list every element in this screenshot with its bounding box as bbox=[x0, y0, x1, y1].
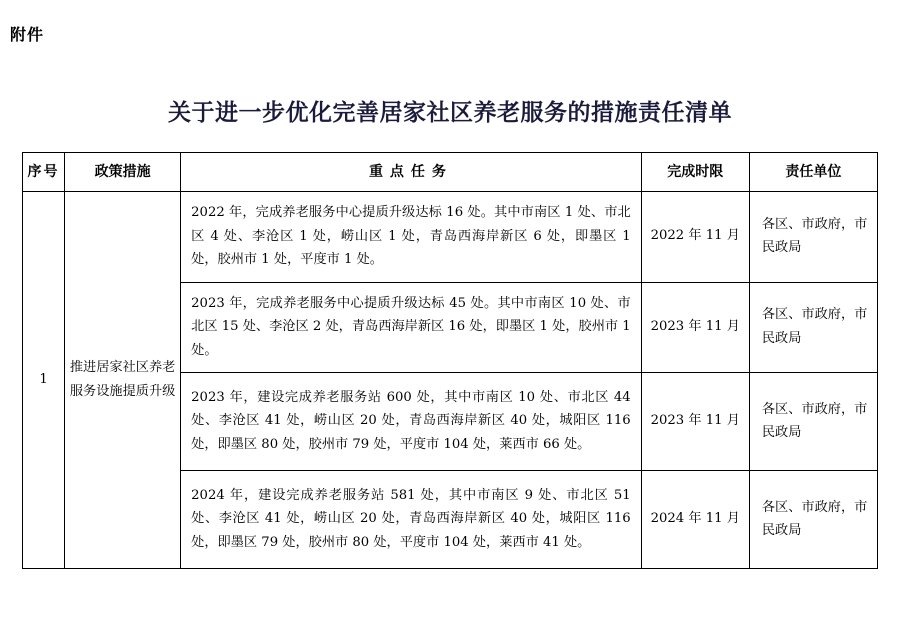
row-task bbox=[181, 373, 642, 471]
page-title: 关于进一步优化完善居家社区养老服务的措施责任清单 bbox=[168, 99, 732, 126]
column-header-seq: 序号 bbox=[23, 153, 65, 192]
column-header-task: 重点任务 bbox=[181, 153, 642, 192]
row-task bbox=[181, 282, 642, 373]
row-task-text: 2022 年，完成养老服务中心提质升级达标 16 处。其中市南区 1 处、市北区 4 处、李沧区 1 处，崂山区 1 处，青岛西海岸新区 6 处，即墨区 1 处，胶州市 1 处，平度市 1 处。 bbox=[191, 205, 631, 267]
table-header-row bbox=[23, 153, 878, 192]
column-header-deadline: 完成时限 bbox=[641, 153, 749, 192]
row-policy-measure: 推进居家社区养老服务设施提质升级 bbox=[65, 192, 181, 569]
row-responsible-unit-text: 各区、市政府，市民政局 bbox=[761, 216, 868, 256]
row-responsible-unit bbox=[749, 282, 877, 373]
row-task bbox=[181, 471, 642, 569]
row-responsible-unit-text: 各区、市政府，市民政局 bbox=[761, 499, 868, 538]
row-responsible-unit bbox=[749, 192, 877, 283]
row-task-text: 2024 年，建设完成养老服务站 581 处，其中市南区 9 处、市北区 51 处、李沧区 41 处，崂山区 20 处，青岛西海岸新区 40 处，城阳区 116 处，即墨区 79 处，胶州市 80 处，平度市 104 处，莱西市 41 处。 bbox=[191, 487, 631, 550]
row-sequence-number: 1 bbox=[23, 192, 65, 569]
row-deadline: 2024 年 11 月 bbox=[641, 471, 749, 569]
row-responsible-unit-text: 各区、市政府，市民政局 bbox=[761, 307, 868, 346]
column-header-policy: 政策措施 bbox=[65, 153, 181, 192]
row-responsible-unit bbox=[749, 373, 877, 471]
row-deadline: 2022 年 11 月 bbox=[641, 192, 749, 283]
row-task bbox=[181, 192, 642, 283]
responsibility-table-wrapper bbox=[22, 152, 878, 569]
table-row bbox=[23, 192, 878, 283]
column-header-unit: 责任单位 bbox=[749, 153, 877, 192]
row-deadline: 2023 年 11 月 bbox=[641, 373, 749, 471]
row-task-text: 2023 年，完成养老服务中心提质升级达标 45 处。其中市南区 10 处、市北区 15 处、李沧区 2 处，青岛西海岸新区 16 处，即墨区 1 处，胶州市 1 处。 bbox=[191, 295, 631, 358]
row-task-text: 2023 年，建设完成养老服务站 600 处，其中市南区 10 处、市北区 44 处、李沧区 41 处，崂山区 20 处，青岛西海岸新区 40 处，城阳区 116 处，即墨区 80 处，胶州市 79 处，平度市 104 处，莱西市 66 处。 bbox=[191, 389, 631, 452]
row-responsible-unit bbox=[749, 471, 877, 569]
row-deadline: 2023 年 11 月 bbox=[641, 282, 749, 373]
row-responsible-unit-text: 各区、市政府，市民政局 bbox=[761, 401, 868, 440]
responsibility-table bbox=[22, 152, 878, 569]
attachment-label: 附件 bbox=[10, 25, 45, 44]
